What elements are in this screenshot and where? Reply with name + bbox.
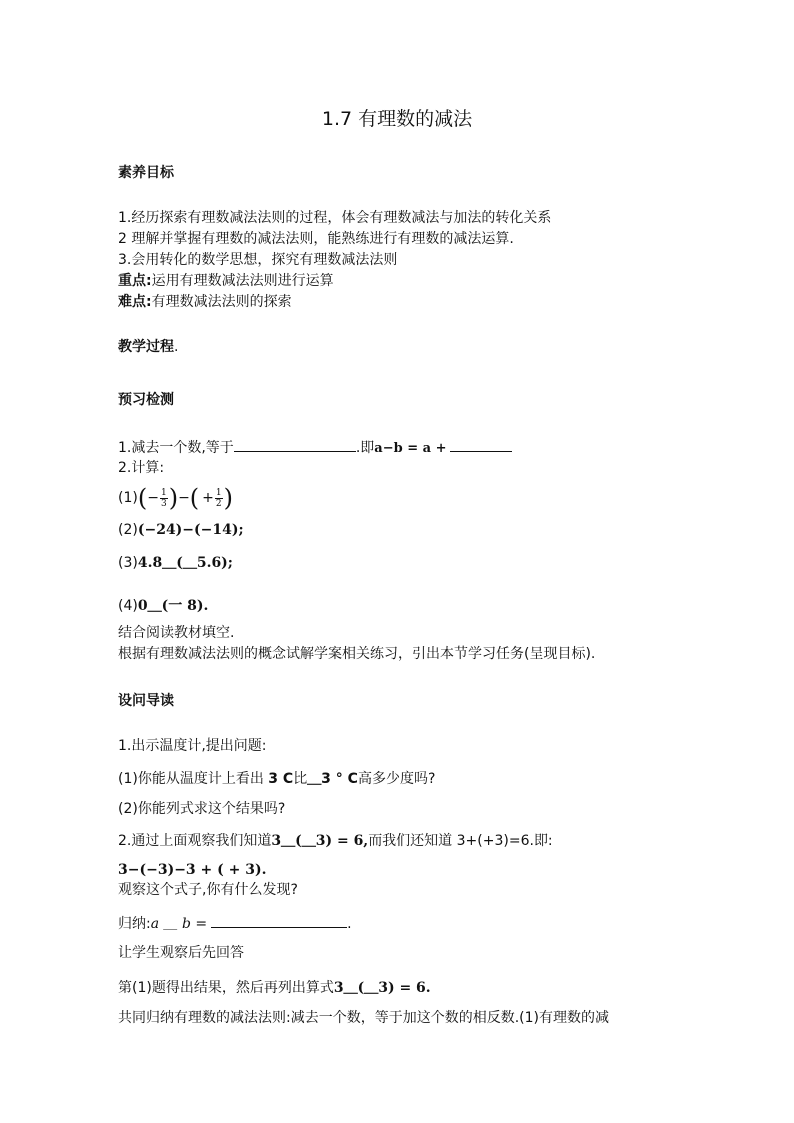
lead-line-10: 共同归纳有理数的减法法则:减去一个数，等于加这个数的相反数.(1)有理数的减	[118, 1010, 609, 1026]
lead-line-3: (2)你能列式求这个结果吗?	[118, 801, 286, 817]
goal-item-2: 2 理解并掌握有理数的减法法则，能熟练进行有理数的减法运算.	[118, 231, 514, 247]
problem-3: (3)4.8＿(＿5.6);	[118, 555, 233, 571]
problem-2-expr: (−24)−(−14);	[137, 522, 244, 538]
lead-line-2: (1)你能从温度计上看出 3 C比＿3 ° C高多少度吗?	[118, 771, 436, 787]
difficulty-line	[118, 292, 292, 312]
goal-item-3: 3.会用转化的数学思想，探究有理数减法法则	[118, 252, 398, 268]
blank-q1-a	[234, 437, 356, 452]
problem-1-label: (1)	[118, 490, 138, 506]
problem-4-expr: 0＿(一 8).	[137, 598, 209, 614]
problem-1: (1)(− $\frac{1}{3}$ )−( + $\frac{1}{2}$ )	[118, 484, 234, 512]
goal-item-1: 1.经历探索有理数减法法则的过程，体会有理数减法与加法的转化关系	[118, 210, 552, 226]
guide-line: 根据有理数减法法则的概念试解学案相关练习，引出本节学习任务(呈现目标).	[118, 646, 596, 662]
lead-line-7: 归纳:a ＿ b = .	[118, 913, 352, 934]
preview-q2: 2.计算:	[118, 460, 165, 476]
reading-line: 结合阅读教材填空.	[118, 625, 235, 641]
lead-line-6: 观察这个式子,你有什么发现?	[118, 882, 298, 898]
problem-1-sign-a: −	[147, 490, 159, 506]
blank-induction	[211, 913, 347, 928]
process-heading-line	[118, 337, 178, 357]
fraction-b: $\frac{1}{2}$	[215, 487, 222, 509]
lead-line-4: 2.通过上面观察我们知道3＿(＿3) = 6,而我们还知道 3+(+3)=6.即:	[118, 833, 553, 849]
problem-4: (4)0＿(一 8).	[118, 598, 209, 614]
key-point-label: 重点:	[118, 273, 152, 289]
preview-q1-mid: .即	[355, 440, 375, 456]
process-heading-dot: .	[174, 339, 179, 355]
lead-line-5: 3−(−3)−3 + ( + 3).	[118, 862, 267, 878]
problem-3-expr: 4.8＿(＿5.6);	[137, 555, 233, 571]
page-title: 1.7 有理数的减法	[321, 108, 473, 130]
difficulty-label: 难点:	[118, 294, 152, 310]
problem-1-operator: −	[178, 490, 190, 506]
problem-2: (2)(−24)−(−14);	[118, 522, 244, 538]
goals-heading: 素养目标	[118, 165, 174, 181]
fraction-a: $\frac{1}{3}$	[160, 487, 167, 509]
process-heading: 教学过程	[118, 339, 174, 355]
blank-q1-b	[450, 437, 512, 452]
problem-1-sign-b: +	[202, 490, 214, 506]
lead-line-9: 第(1)题得出结果，然后再列出算式3＿(＿3) = 6.	[118, 980, 431, 996]
key-point-line	[118, 271, 334, 291]
lead-line-1: 1.出示温度计,提出问题:	[118, 738, 267, 754]
lead-heading: 设问导读	[118, 693, 174, 709]
difficulty-text: 有理数减法法则的探索	[151, 294, 292, 310]
preview-heading: 预习检测	[118, 392, 174, 408]
preview-q1-prefix: 1.减去一个数,等于	[118, 440, 234, 456]
preview-q1-formula: a−b = a +	[374, 441, 447, 456]
key-point-text: 运用有理数减法法则进行运算	[151, 273, 334, 289]
lead-line-8: 让学生观察后先回答	[118, 945, 244, 961]
preview-q1	[118, 437, 512, 459]
